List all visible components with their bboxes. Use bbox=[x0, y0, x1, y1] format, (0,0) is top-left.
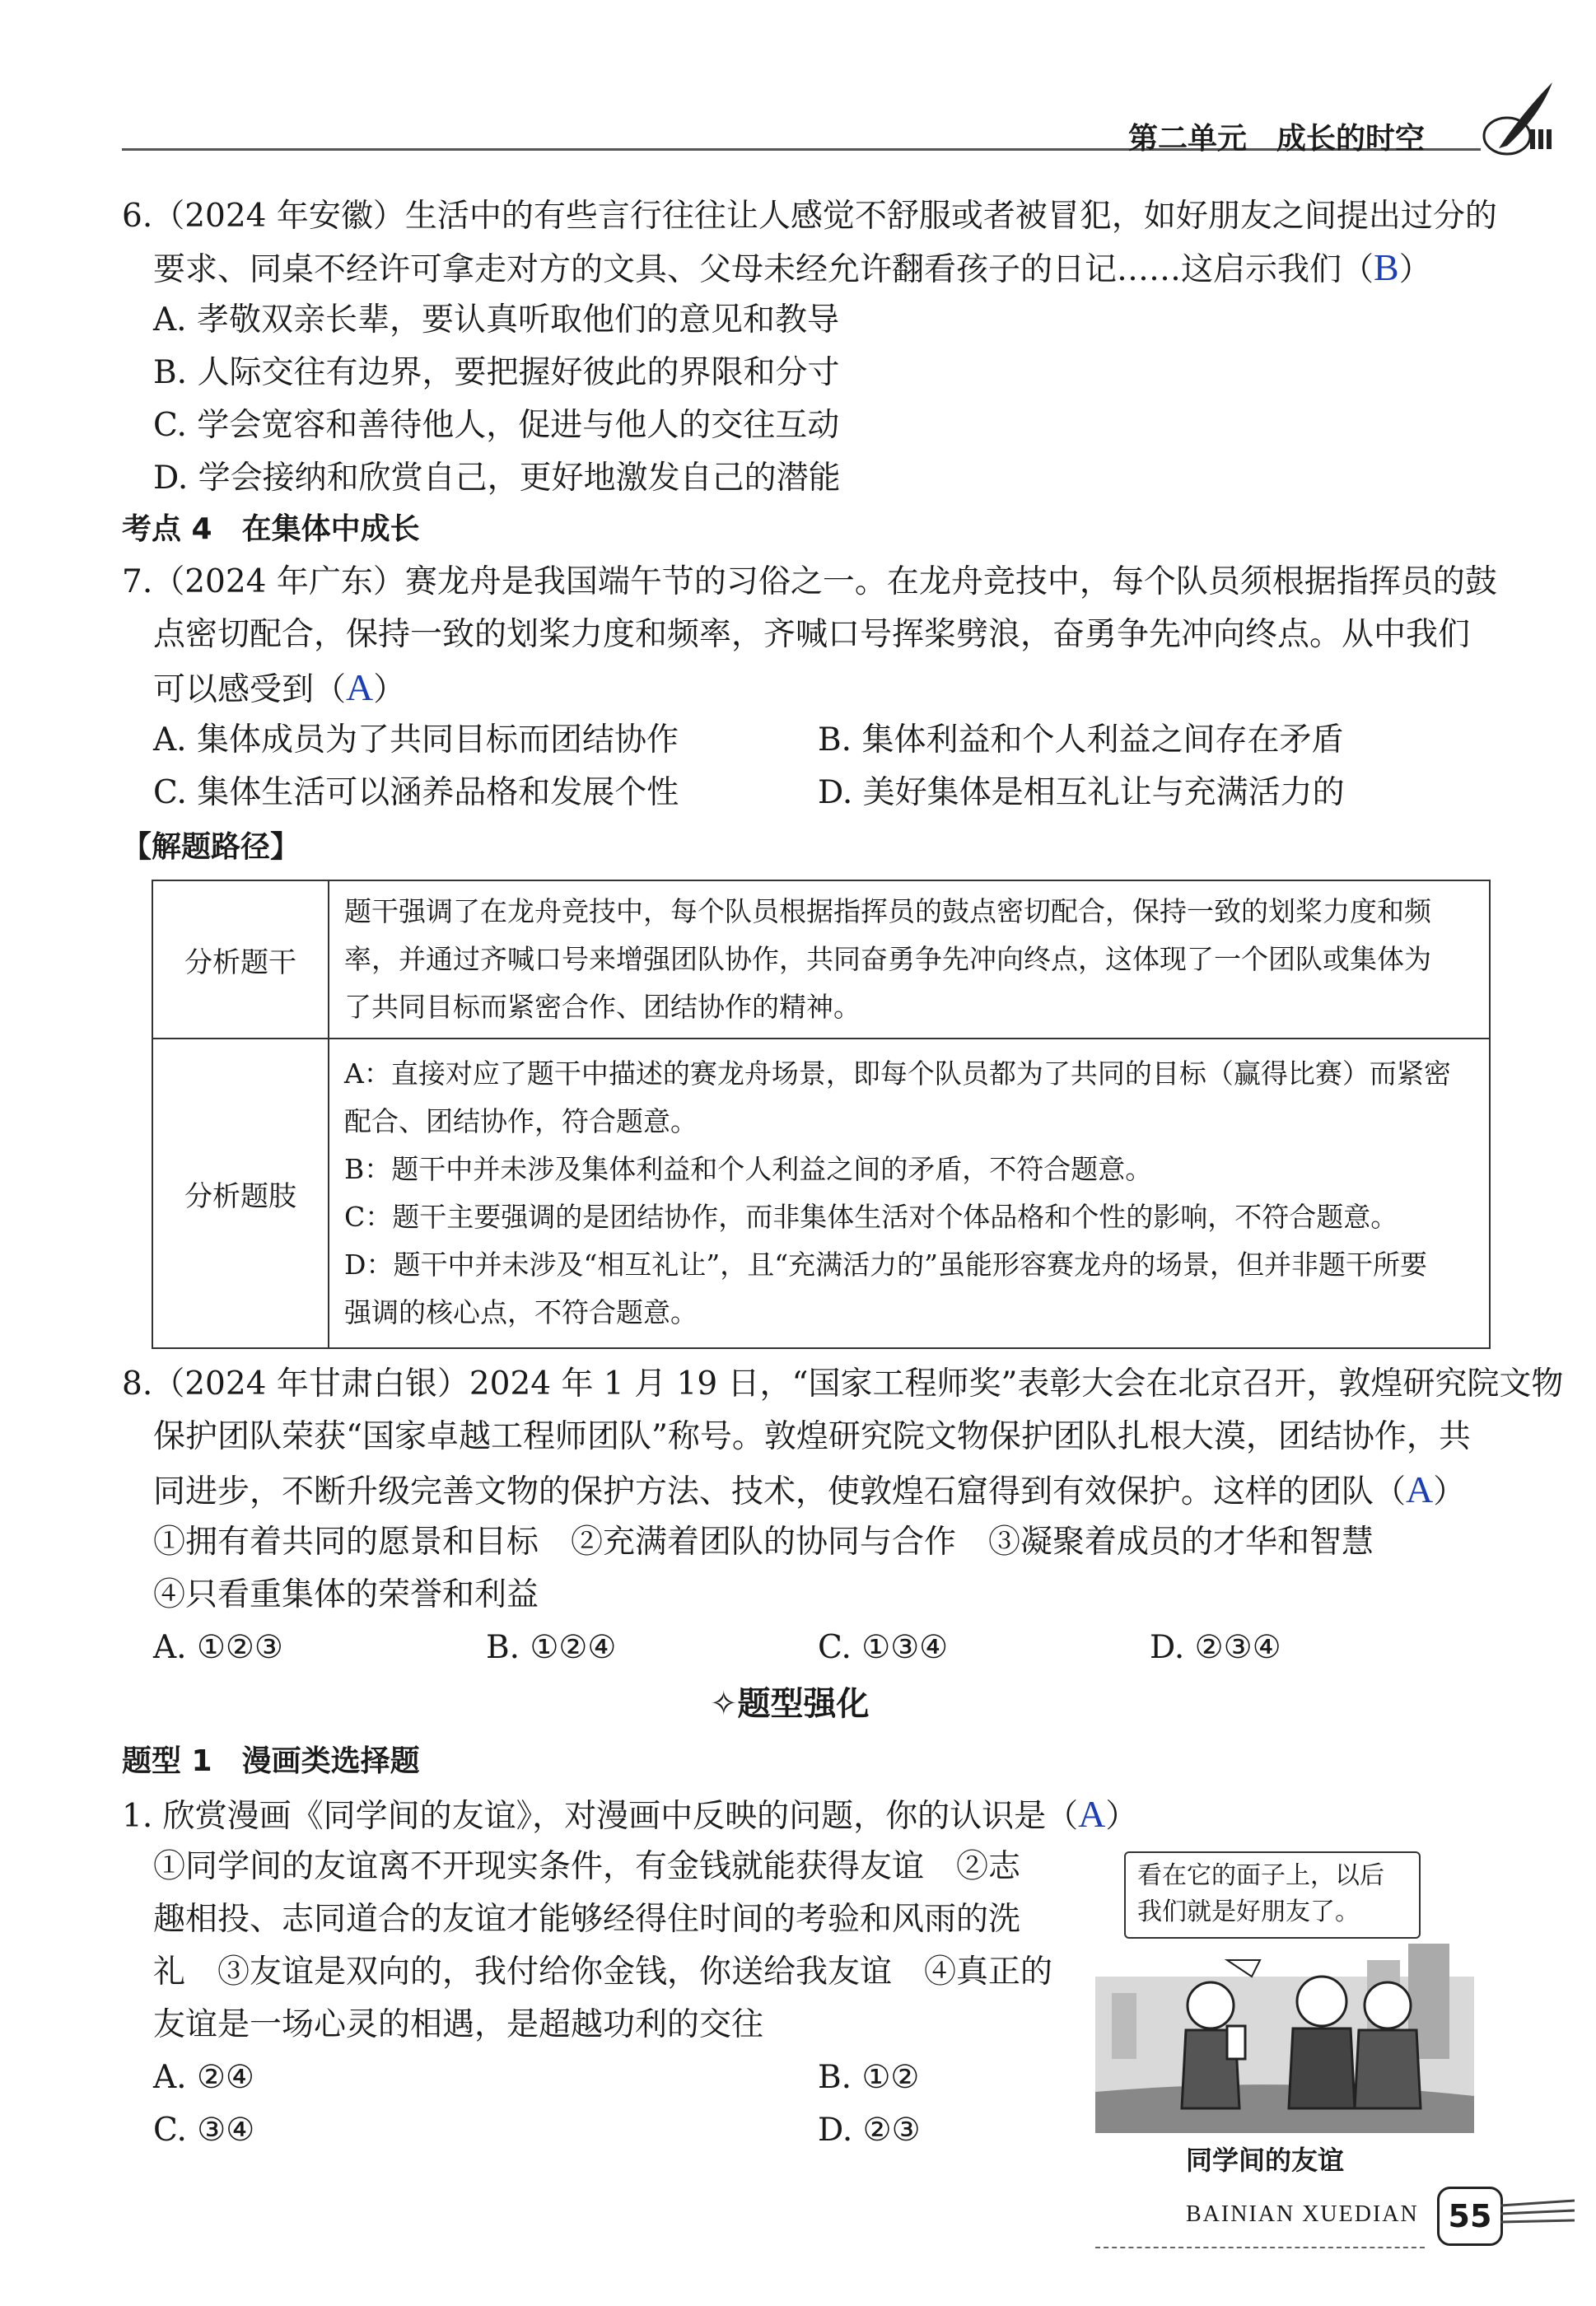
q8-answer: A bbox=[1406, 1468, 1434, 1510]
row2-head: 分析题肢 bbox=[152, 1039, 329, 1348]
q7-option-a: A. 集体成员为了共同目标而团结协作 bbox=[153, 721, 679, 759]
q8-statements-2: ④只看重集体的荣誉和利益 bbox=[153, 1576, 539, 1613]
row2-line: 配合、团结协作，符合题意。 bbox=[344, 1105, 698, 1137]
q8-statements-1: ①拥有着共同的愿景和目标 ②充满着团队的协同与合作 ③凝聚着成员的才华和智慧 bbox=[153, 1524, 1374, 1561]
row2-line: A：直接对应了题干中描述的赛龙舟场景，即每个队员都为了共同的目标（赢得比赛）而紧密 bbox=[344, 1057, 1451, 1090]
table-row bbox=[152, 880, 1490, 1039]
q8-line3: 同进步，不断升级完善文物的保护方法、技术，使敦煌石窟得到有效保护。这样的团队（A） bbox=[153, 1468, 1466, 1510]
q8-line1: 8.（2024 年甘肃白银）2024 年 1 月 19 日，“国家工程师奖”表彰大会在北京召开，敦煌研究院文物 bbox=[122, 1365, 1564, 1403]
q8-option-a: A. ①②③ bbox=[153, 1629, 283, 1666]
quill-icon bbox=[1474, 78, 1565, 161]
section-title: ✧题型强化 bbox=[710, 1685, 870, 1723]
q6-line2: 要求、同桌不经许可拿走对方的文具、父母未经允许翻看孩子的日记……这启示我们（B） bbox=[153, 246, 1431, 288]
row1-head: 分析题干 bbox=[152, 880, 329, 1039]
solution-table bbox=[152, 880, 1491, 1349]
q6-answer: B bbox=[1374, 246, 1399, 288]
solution-title: 【解题路径】 bbox=[122, 830, 301, 864]
q1-text: 趣相投、志同道合的友谊才能够经得住时间的考验和风雨的洗 bbox=[153, 1901, 1021, 1938]
q7-option-d: D. 美好集体是相互礼让与充满活力的 bbox=[818, 774, 1345, 811]
row1-line: 率，并通过齐喊口号来增强团队协作，共同奋勇争先冲向终点，这体现了一个团队或集体为 bbox=[344, 943, 1431, 975]
q1-line1: 1. 欣赏漫画《同学间的友谊》，对漫画中反映的问题，你的认识是（A） bbox=[122, 1793, 1138, 1835]
row1-line: 了共同目标而紧密合作、团结协作的精神。 bbox=[344, 991, 861, 1023]
q1-text: ①同学间的友谊离不开现实条件，有金钱就能获得友谊 ②志 bbox=[153, 1848, 1021, 1885]
q1-option-b: B. ①② bbox=[818, 2059, 920, 2096]
row1-line: 题干强调了在龙舟竞技中，每个队员根据指挥员的鼓点密切配合，保持一致的划桨力度和频 bbox=[344, 895, 1431, 927]
q1-option-a: A. ②④ bbox=[153, 2059, 254, 2096]
row2-line: B：题干中并未涉及集体利益和个人利益之间的矛盾，不符合题意。 bbox=[344, 1153, 1153, 1185]
q8-option-c: C. ①③④ bbox=[818, 1629, 949, 1666]
table-row bbox=[152, 1039, 1490, 1348]
row2-line: D：题干中并未涉及“相互礼让”，且“充满活力的”虽能形容赛龙舟的场景，但并非题干所要 bbox=[344, 1249, 1427, 1281]
unit-header: 第二单元 成长的时空 bbox=[1128, 122, 1426, 156]
q8-option-d: D. ②③④ bbox=[1150, 1629, 1281, 1666]
q6-option-d: D. 学会接纳和欣赏自己，更好地激发自己的潜能 bbox=[153, 460, 841, 497]
speed-lines-icon bbox=[1500, 2197, 1575, 2230]
speech-bubble: 看在它的面子上，以后我们就是好朋友了。 bbox=[1124, 1851, 1421, 1939]
row1-body bbox=[329, 880, 1490, 1039]
q1-text: 友谊是一场心灵的相遇，是超越功利的交往 bbox=[153, 2006, 764, 2043]
row2-body bbox=[329, 1039, 1490, 1348]
q7-line2: 点密切配合，保持一致的划桨力度和频率，齐喊口号挥桨劈浪，奋勇争先冲向终点。从中我们 bbox=[153, 616, 1471, 653]
q8-line2: 保护团队荣获“国家卓越工程师团队”称号。敦煌研究院文物保护团队扎根大漠，团结协作，共 bbox=[153, 1418, 1471, 1455]
footer-rule bbox=[1095, 2247, 1425, 2248]
q6-line1: 6.（2024 年安徽）生活中的有些言行往往让人感觉不舒服或者被冒犯，如好朋友之间提出过分的 bbox=[122, 198, 1497, 235]
row2-line: 强调的核心点，不符合题意。 bbox=[344, 1296, 698, 1328]
section-heading: 考点 4 在集体中成长 bbox=[122, 512, 420, 546]
q7-line3: 可以感受到（A） bbox=[153, 666, 406, 708]
q1-answer: A bbox=[1078, 1793, 1106, 1835]
q7-answer: A bbox=[346, 666, 374, 708]
cartoon-illustration bbox=[1095, 1927, 1474, 2133]
q7-option-b: B. 集体利益和个人利益之间存在矛盾 bbox=[818, 721, 1344, 759]
q7-option-c: C. 集体生活可以涵养品格和发展个性 bbox=[153, 774, 679, 811]
cartoon-caption: 同学间的友谊 bbox=[1186, 2145, 1345, 2176]
q6-option-a: A. 孝敬双亲长辈，要认真听取他们的意见和教导 bbox=[153, 301, 839, 338]
footer-brand: BAINIAN XUEDIAN bbox=[1186, 2201, 1419, 2227]
q6-option-b: B. 人际交往有边界，要把握好彼此的界限和分寸 bbox=[153, 354, 840, 391]
q1-option-d: D. ②③ bbox=[818, 2112, 921, 2149]
page-number: 55 bbox=[1437, 2187, 1503, 2246]
q7-line1: 7.（2024 年广东）赛龙舟是我国端午节的习俗之一。在龙舟竞技中，每个队员须根据指挥员的鼓 bbox=[122, 563, 1497, 600]
q1-option-c: C. ③④ bbox=[153, 2112, 255, 2149]
type-heading: 题型 1 漫画类选择题 bbox=[122, 1744, 420, 1778]
q8-option-b: B. ①②④ bbox=[486, 1629, 617, 1666]
q6-option-c: C. 学会宽容和善待他人，促进与他人的交往互动 bbox=[153, 407, 840, 444]
q1-text: 礼 ③友谊是双向的，我付给你金钱，你送给我友谊 ④真正的 bbox=[153, 1954, 1053, 1991]
row2-line: C：题干主要强调的是团结协作，而非集体生活对个体品格和个性的影响，不符合题意。 bbox=[344, 1201, 1398, 1233]
